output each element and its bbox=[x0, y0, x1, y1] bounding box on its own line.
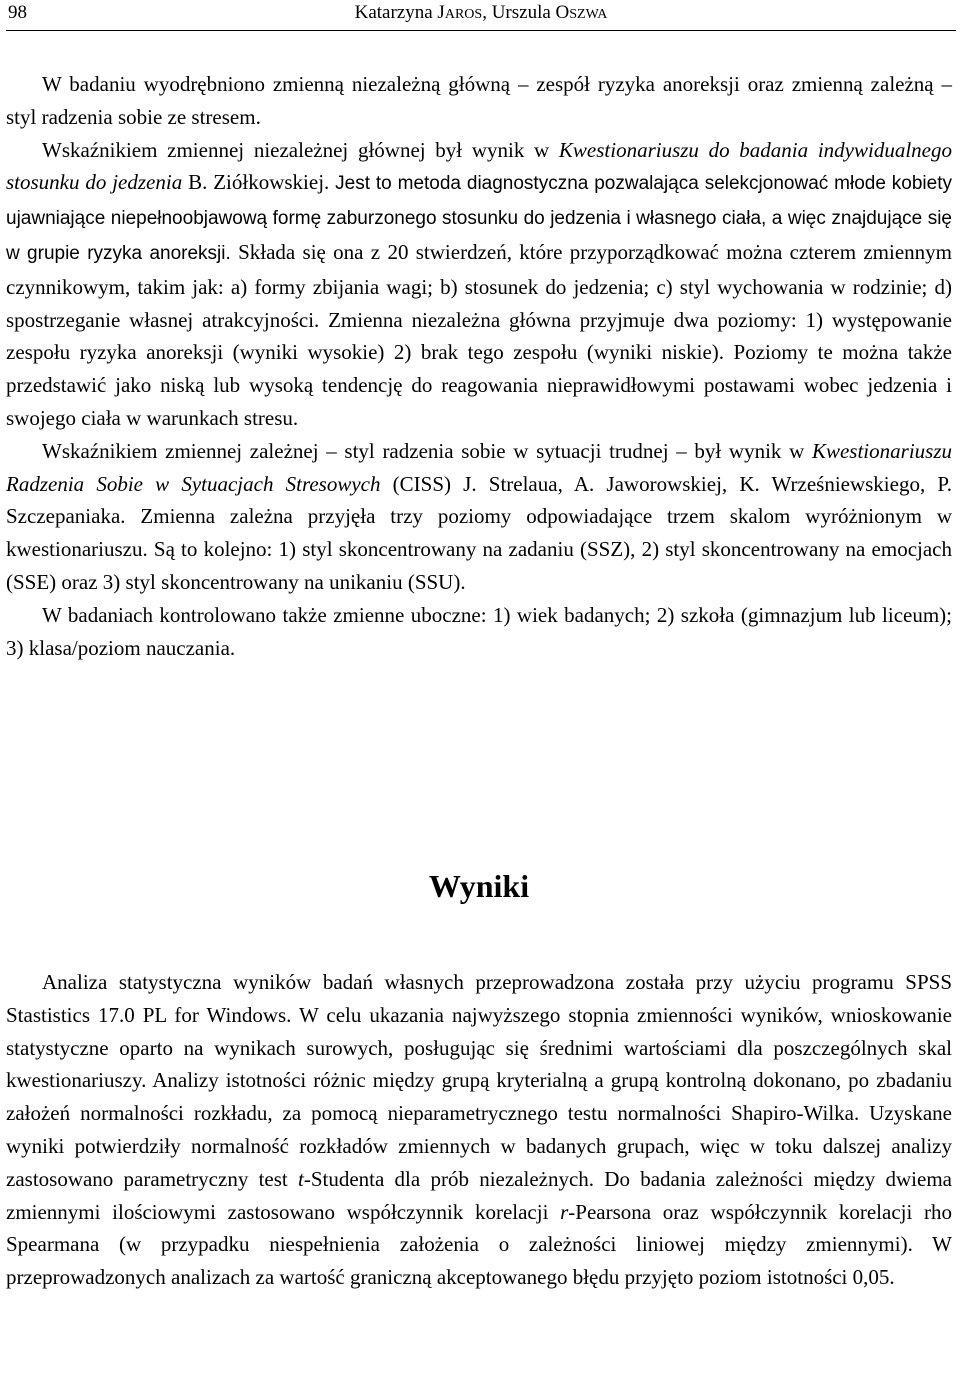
author-1-caps: AROS bbox=[444, 7, 483, 22]
author-separator: , bbox=[482, 2, 492, 23]
p2-method-description: Jest to metoda diagnostyczna pozwalająca selekcjonować młode kobiety ujawniające niepełnoobjawową formę zaburzonego stosunku do jedzenia i własnego ciała, a więc znajdujące się w grupie ryzyka anoreksji. bbox=[6, 173, 952, 264]
author-2-caps: SZWA bbox=[569, 7, 608, 22]
running-title-authors bbox=[6, 0, 956, 28]
paragraph-results bbox=[6, 966, 952, 1294]
p3-text-a: Wskaźnikiem zmiennej zależnej – styl radzenia sobie w sytuacji trudnej – był wynik w bbox=[42, 438, 812, 463]
paragraph-independent-variable bbox=[6, 134, 952, 435]
p2-text-a: Wskaźnikiem zmiennej niezależnej głównej był wynik w bbox=[42, 137, 559, 162]
author-2-first: Urszula O bbox=[491, 2, 570, 23]
p2-questionnaire-title: Kwestionariuszu do badania indywidualnego stosunku do jedzenia bbox=[6, 137, 952, 195]
r1-text-c: -Pearsona oraz współczynnik korelacji rho Spearmana (w przypadku niespełnienia założenia o zależności liniowej między zmiennymi). W przeprowadzonych analizach za wartość graniczną akceptowanego błędu przyjęto poziom istotności 0,05. bbox=[6, 1199, 952, 1290]
paragraph-dependent-variable bbox=[6, 435, 952, 599]
paragraph-variables: W badaniu wyodrębniono zmienną niezależną główną – zespół ryzyka anoreksji oraz zmienną zależną – styl radzenia sobie ze stresem. bbox=[6, 72, 952, 129]
running-header bbox=[6, 0, 956, 31]
page-number: 98 bbox=[8, 2, 27, 23]
p2-text-b: B. Ziółkowskiej. bbox=[182, 170, 336, 195]
results-body bbox=[6, 966, 952, 1294]
p2-text-c: Składa się ona z 20 stwierdzeń, które przyporządkować można czterem zmiennym czynnikowym, takim jak: a) formy zbijania wagi; b) stosunek do jedzenia; c) styl wychowania w rodzinie; d) spostrzeganie własnej atrakcyjności. Zmienna niezależna główna przyjmuje dwa poziomy: 1) występowanie zespołu ryzyka anoreksji (wyniki wysokie) 2) brak tego zespołu (wyniki niskie). Poziomy te można także przedstawić jako niską lub wysoką tendencję do reagowania nieprawidłowymi postawami wobec jedzenia i swojego ciała w warunkach stresu. bbox=[6, 239, 952, 430]
methods-body bbox=[6, 68, 952, 664]
author-1-first: Katarzyna J bbox=[354, 2, 445, 23]
paragraph-control-variables: W badaniach kontrolowano także zmienne uboczne: 1) wiek badanych; 2) szkoła (gimnazjum lub liceum); 3) klasa/poziom nauczania. bbox=[6, 602, 952, 660]
results-heading-block bbox=[6, 866, 952, 906]
r1-text-a: Analiza statystyczna wyników badań własnych przeprowadzona została przy użyciu programu SPSS Stastistics 17.0 PL for Windows. W celu ukazania najwyższego stopnia zmienności wyników, wnioskowanie statystyczne oparto na wynikach surowych, posługując się średnimi wartościami dla poszczególnych skal kwestionariuszy. Analizy istotności różnic między grupą kryterialną a grupą kontrolną dokonano, po zbadaniu założeń normalności rozkładu, za pomocą nieparametrycznego testu normalności Shapiro-Wilka. Uzyskane wyniki potwierdziły normalność rozkładów zmiennych w badanych grupach, więc w toku dalszej analizy zastosowano parametryczny test bbox=[6, 970, 952, 1191]
section-heading: Wyniki bbox=[428, 868, 530, 904]
p3-questionnaire-title: Kwestionariuszu Radzenia Sobie w Sytuacjach Stresowych bbox=[6, 438, 952, 496]
p3-text-b: (CISS) J. Strelaua, A. Jaworowskiej, K. Wrześniewskiego, P. Szczepaniaka. Zmienna zależna przyjęła trzy poziomy odpowiadające trzem skalom wyróżnionym w kwestionariuszu. Są to kolejno: 1) styl skoncentrowany na zadaniu (SSZ), 2) styl skoncentrowany na emocjach (SSE) oraz 3) styl skoncentrowany na unikaniu (SSU). bbox=[6, 471, 952, 594]
r1-t-symbol: t bbox=[297, 1166, 304, 1191]
r1-r-symbol: r bbox=[560, 1199, 569, 1224]
r1-text-b: -Studenta dla prób niezależnych. Do badania zależności między dwiema zmiennymi ilościowymi zastosowano współczynnik korelacji bbox=[6, 1166, 952, 1224]
